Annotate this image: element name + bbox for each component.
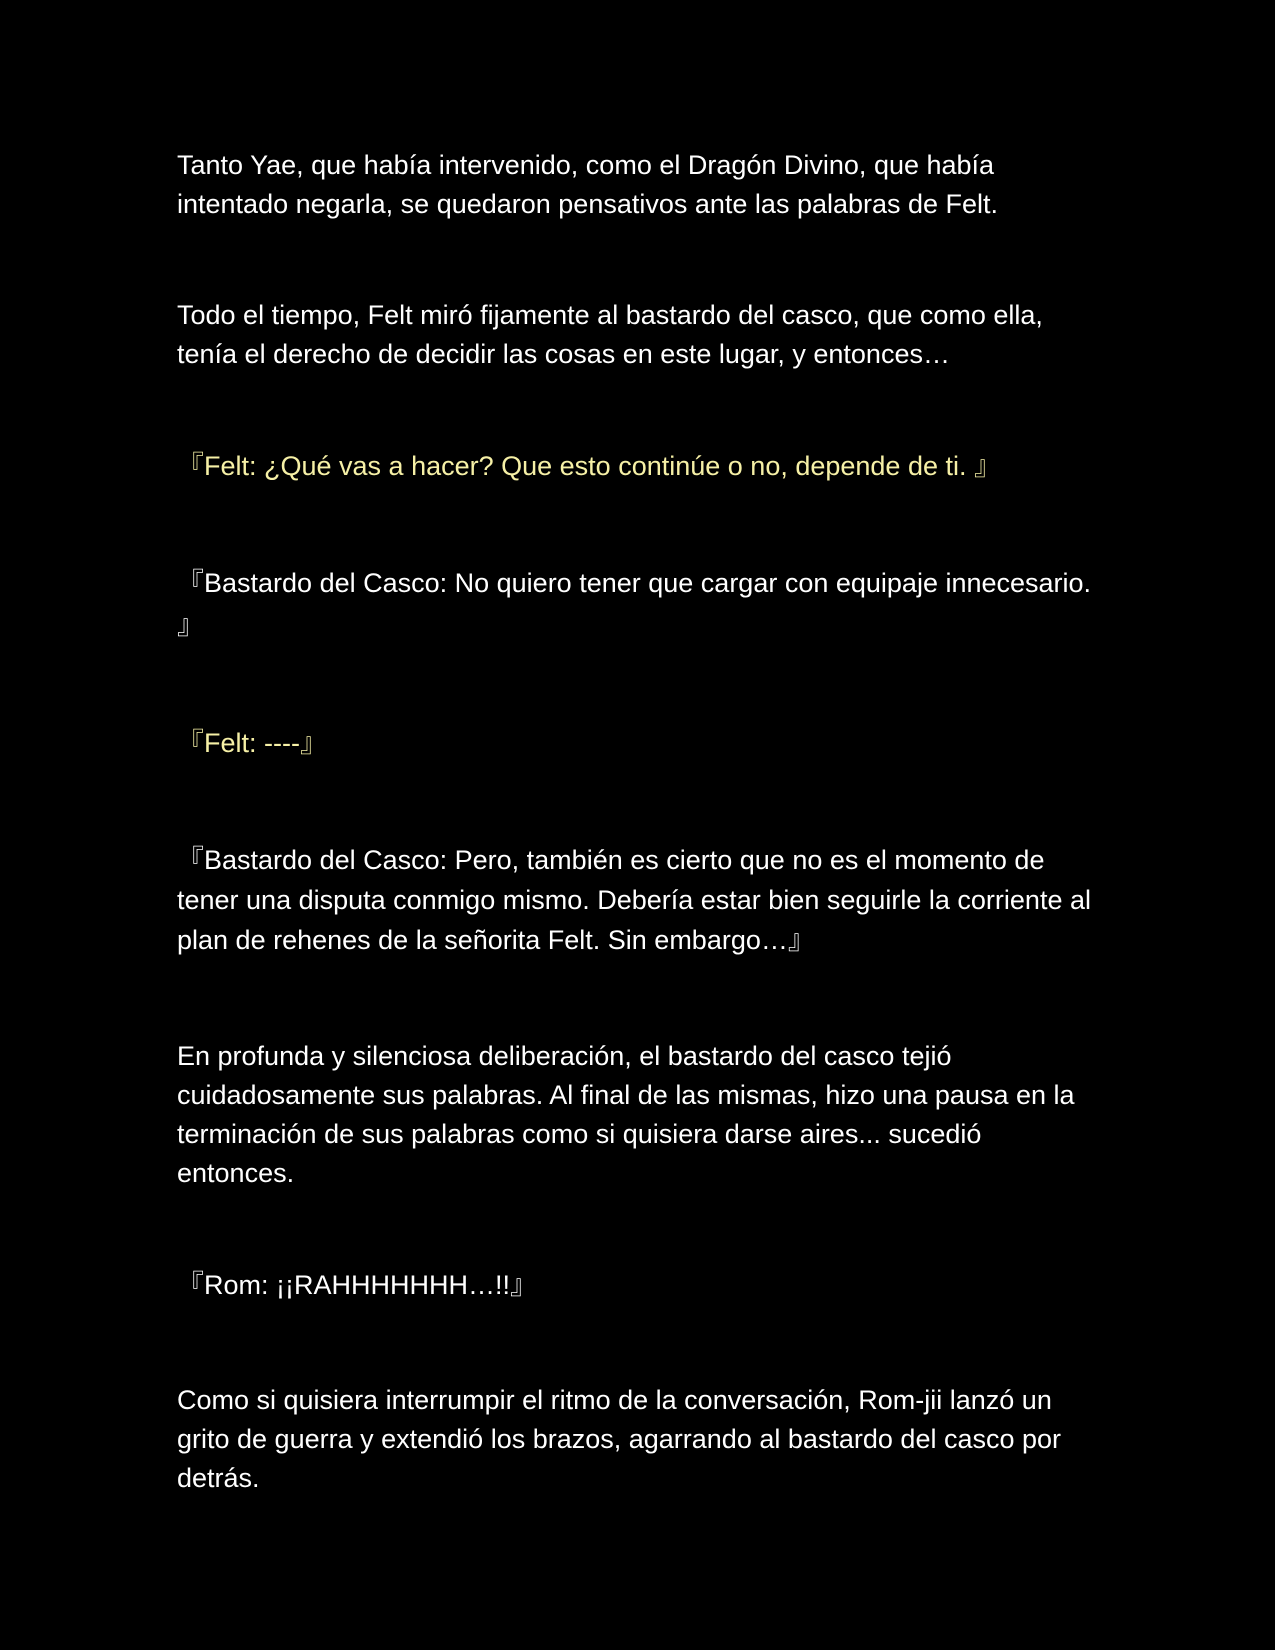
- dialog-helmet-bastard-1: 『Bastardo del Casco: No quiero tener que cargar con equipaje innecesario. 』: [177, 568, 1092, 640]
- narration-paragraph-4: Como si quisiera interrumpir el ritmo de la conversación, Rom-jii lanzó un grito de guerra y extendió los brazos, agarrando al bastardo del casco por detrás.: [177, 1385, 1062, 1493]
- dialog-helmet-bastard-2: 『Bastardo del Casco: Pero, también es cierto que no es el momento de tener una disputa conmigo mismo. Debería estar bien seguirle la corriente al plan de rehenes de la señorita Felt. Sin embargo…』: [177, 845, 1091, 955]
- narration-paragraph-3: En profunda y silenciosa deliberación, el bastardo del casco tejió cuidadosamente sus palabras. Al final de las mismas, hizo una pausa en la terminación de sus palabras como si quisiera darse aires... sucedió entonces.: [177, 1041, 1075, 1188]
- narration-paragraph-1: Tanto Yae, que había intervenido, como el Dragón Divino, que había intentado negarla, se quedaron pensativos ante las palabras de Felt.: [177, 150, 999, 219]
- dialog-rom-shout: 『Rom: ¡¡RAHHHHHHH…!!』: [177, 1270, 537, 1300]
- dialog-felt-question: 『Felt: ¿Qué vas a hacer? Que esto continúe o no, depende de ti. 』: [177, 451, 1001, 481]
- dialog-felt-silence: 『Felt: ----』: [177, 728, 327, 758]
- narration-paragraph-2: Todo el tiempo, Felt miró fijamente al bastardo del casco, que como ella, tenía el derecho de decidir las cosas en este lugar, y entonces…: [177, 300, 1043, 369]
